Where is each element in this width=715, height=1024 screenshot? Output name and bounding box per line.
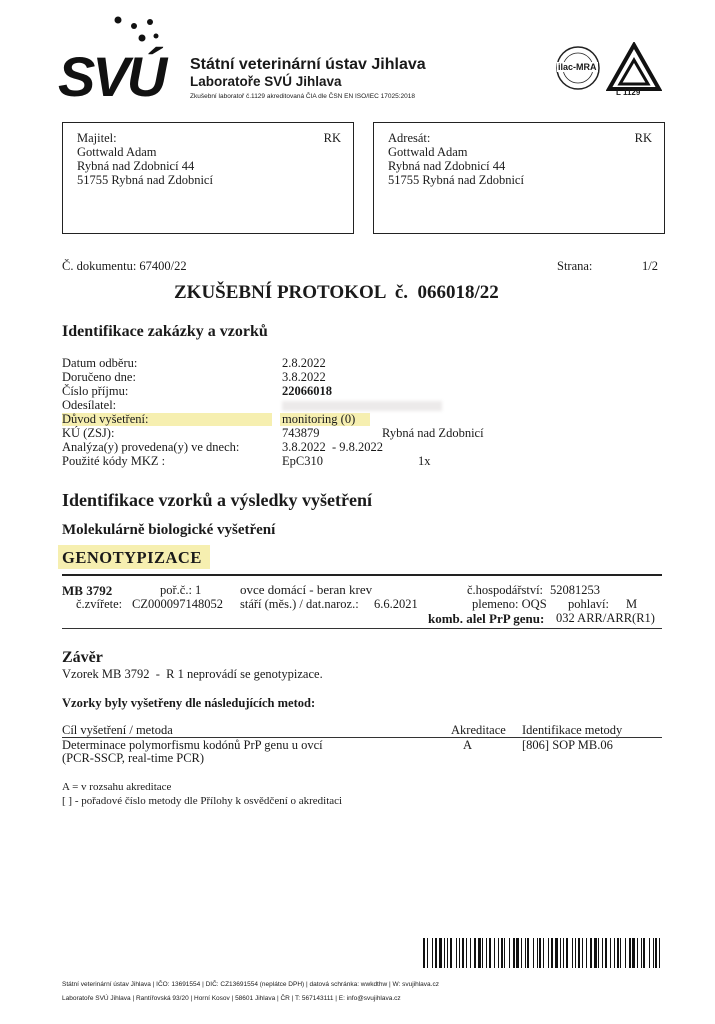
- cia-number: L 1129: [616, 88, 641, 97]
- receipt-number: 22066018: [282, 384, 332, 398]
- addressee-code: RK: [634, 131, 652, 145]
- method-name-detail: (PCR-SSCP, real-time PCR): [62, 751, 205, 765]
- method-id: [806] SOP MB.06: [522, 738, 613, 752]
- methods-heading: Vzorky byly vyšetřeny dle následujících metod:: [62, 696, 316, 710]
- method-accreditation: A: [463, 738, 473, 752]
- addressee-city: 51755 Rybná nad Zdobnicí: [388, 173, 524, 187]
- animal-label: č.zvířete:: [76, 597, 123, 611]
- addressee-label: Adresát:: [388, 131, 431, 145]
- barcode: [423, 938, 663, 968]
- table-header-method: Cíl vyšetření / metoda: [62, 723, 173, 737]
- page-number: 1/2: [642, 259, 658, 273]
- table-header-method-id: Identifikace metody: [522, 723, 623, 737]
- lab-name: Laboratoře SVÚ Jihlava: [190, 74, 342, 89]
- order-value: EpC310: [282, 454, 323, 468]
- owner-label: Majitel:: [77, 131, 117, 145]
- table-header-accreditation: Akreditace: [451, 723, 506, 737]
- institute-name: Státní veterinární ústav Jihlava: [190, 56, 426, 73]
- protocol-title: ZKUŠEBNÍ PROTOKOL č. 066018/22: [174, 282, 499, 303]
- order-label: Analýza(y) provedena(y) ve dnech:: [62, 440, 240, 454]
- order-extra: 1x: [418, 454, 431, 468]
- farm-value: 52081253: [550, 583, 600, 597]
- age-label: stáří (měs.) / dat.naroz.:: [240, 597, 359, 611]
- addressee-box: [373, 122, 665, 234]
- accreditation-note-brackets: [ ] - pořadové číslo metody dle Přílohy k osvědčení o akreditaci: [62, 795, 343, 807]
- order-heading: Identifikace zakázky a vzorků: [62, 323, 268, 340]
- accreditation-note-a: A = v rozsahu akreditace: [62, 781, 172, 793]
- owner-city: 51755 Rybná nad Zdobnicí: [77, 173, 213, 187]
- conclusion-heading: Závěr: [62, 649, 103, 666]
- results-heading: Identifikace vzorků a výsledky vyšetření: [62, 490, 372, 510]
- cia-accreditation-mark: [606, 42, 662, 98]
- owner-street: Rybná nad Zdobnicí 44: [77, 159, 195, 173]
- owner-box: [62, 122, 354, 234]
- ilac-mra-logo: [554, 44, 602, 92]
- species: ovce domácí - beran krev: [240, 582, 373, 597]
- addressee-street: Rybná nad Zdobnicí 44: [388, 159, 506, 173]
- order-value: 2.8.2022: [282, 356, 326, 370]
- method-name: Determinace polymorfismu kodónů PrP genu u ovcí: [62, 738, 323, 752]
- animal-value: CZ000097148052: [132, 597, 223, 611]
- document-number: Č. dokumentu: 67400/22: [62, 259, 187, 273]
- ilac-label: ilac-MRA: [558, 62, 597, 72]
- order-extra: Rybná nad Zdobnicí: [382, 426, 484, 440]
- order-number: poř.č.: 1: [160, 583, 202, 597]
- logo: [58, 14, 173, 106]
- order-label: Datum odběru:: [62, 356, 138, 370]
- farm-label: č.hospodářství:: [467, 583, 544, 597]
- order-value: 743879: [282, 426, 320, 440]
- order-label: Odesílatel:: [62, 398, 117, 412]
- sample-id: MB 3792: [62, 583, 113, 598]
- owner-code: RK: [323, 131, 341, 145]
- order-label: Číslo příjmu:: [62, 384, 129, 398]
- order-label: Použité kódy MKZ :: [62, 454, 166, 468]
- prp-label: komb. alel PrP genu:: [428, 611, 545, 626]
- order-value: 3.8.2022 - 9.8.2022: [282, 440, 384, 454]
- footer-line-2: Laboratoře SVÚ Jihlava | Rantířovská 93/20 | Horní Kosov | 58601 Jihlava | ČR | T: 567143111 | E: info@svujihlava.cz: [62, 995, 401, 1002]
- owner-name: Gottwald Adam: [77, 145, 157, 159]
- logo-text: SVÚ: [58, 45, 165, 108]
- footer-line-1: Státní veterinární ústav Jihlava | IČO: 13691554 | DIČ: CZ13691554 (neplátce DPH) | datová schránka: wwkdthw | W: svujihlava.cz: [62, 981, 439, 988]
- method-divider: [62, 574, 662, 576]
- sender-redacted: [282, 401, 442, 411]
- prp-value: 032 ARR/ARR(R1): [556, 611, 655, 625]
- conclusion-text: Vzorek MB 3792 - R 1 neprovádí se genotypizace.: [62, 667, 323, 681]
- reason-value: monitoring (0): [282, 412, 356, 426]
- method-title: GENOTYPIZACE: [62, 548, 202, 567]
- addressee-name: Gottwald Adam: [388, 145, 468, 159]
- sex-label: pohlaví:: [568, 597, 609, 611]
- results-subheading: Molekulárně biologické vyšetření: [62, 522, 276, 538]
- page-label: Strana:: [557, 259, 593, 273]
- sample-divider: [62, 628, 662, 629]
- order-value: 3.8.2022: [282, 370, 326, 384]
- order-label: KÚ (ZSJ):: [62, 426, 115, 440]
- order-label: Doručeno dne:: [62, 370, 136, 384]
- sex-value: M: [626, 597, 638, 611]
- breed-label: plemeno: OQS: [472, 597, 547, 611]
- accreditation-note: Zkušební laboratoř č.1129 akreditovaná ČIA dle ČSN EN ISO/IEC 17025:2018: [190, 93, 415, 100]
- order-label: Důvod vyšetření:: [62, 412, 149, 426]
- age-value: 6.6.2021: [374, 597, 418, 611]
